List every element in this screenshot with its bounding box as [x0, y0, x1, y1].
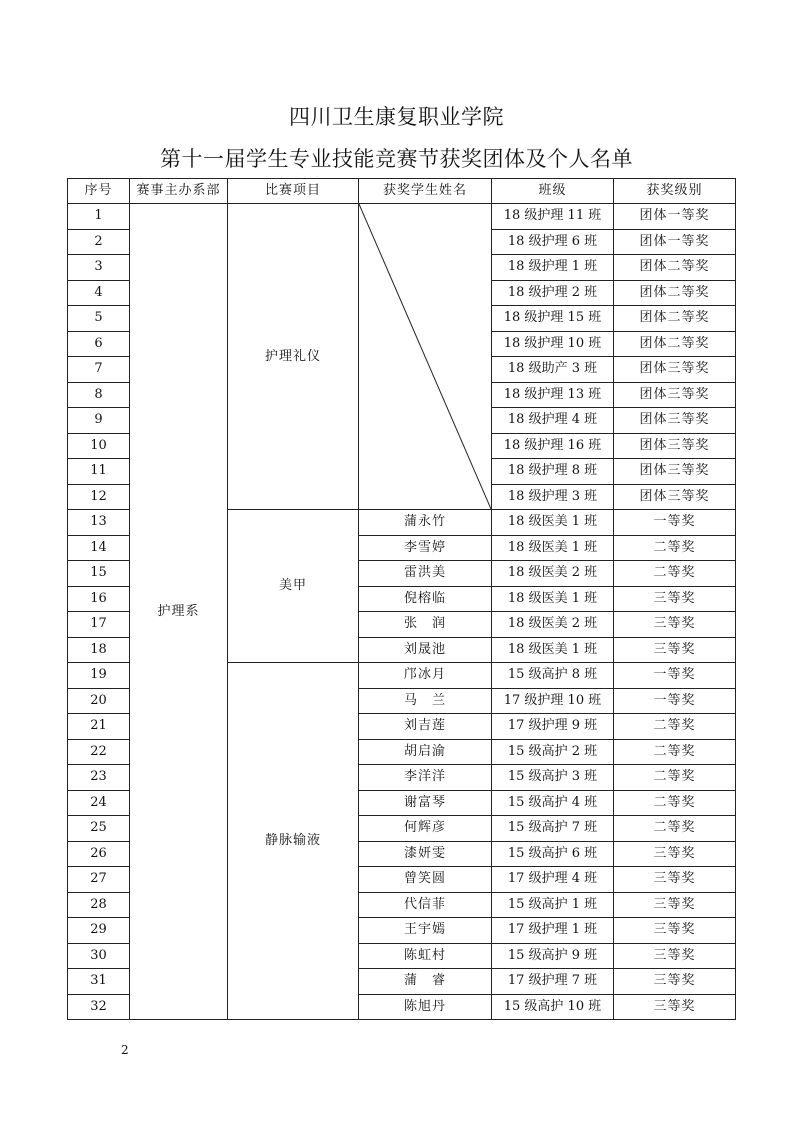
- row-number: 11: [68, 459, 130, 485]
- class-name: 18 级医美 1 班: [492, 535, 614, 561]
- class-name: 15 级高护 2 班: [492, 739, 614, 765]
- award-level: 团体一等奖: [614, 229, 736, 255]
- award-level: 团体二等奖: [614, 331, 736, 357]
- diagonal-slash: [359, 204, 491, 509]
- class-name: 18 级护理 2 班: [492, 280, 614, 306]
- row-number: 17: [68, 612, 130, 638]
- award-level: 三等奖: [614, 943, 736, 969]
- row-number: 30: [68, 943, 130, 969]
- award-level: 二等奖: [614, 765, 736, 791]
- class-name: 17 级护理 7 班: [492, 969, 614, 995]
- student-name: 蒲 睿: [359, 969, 492, 995]
- row-number: 7: [68, 357, 130, 383]
- row-number: 26: [68, 841, 130, 867]
- award-level: 三等奖: [614, 892, 736, 918]
- row-number: 13: [68, 510, 130, 536]
- award-table: [67, 178, 736, 1020]
- class-name: 18 级医美 1 班: [492, 637, 614, 663]
- award-level: 三等奖: [614, 969, 736, 995]
- student-name: 胡启渝: [359, 739, 492, 765]
- class-name: 18 级护理 6 班: [492, 229, 614, 255]
- row-number: 23: [68, 765, 130, 791]
- class-name: 18 级医美 1 班: [492, 510, 614, 536]
- class-name: 17 级护理 4 班: [492, 867, 614, 893]
- award-level: 二等奖: [614, 739, 736, 765]
- award-level: 团体三等奖: [614, 484, 736, 510]
- award-level: 团体二等奖: [614, 255, 736, 281]
- row-number: 1: [68, 204, 130, 230]
- row-number: 22: [68, 739, 130, 765]
- row-number: 3: [68, 255, 130, 281]
- header-award: 获奖级别: [614, 179, 736, 204]
- award-level: 一等奖: [614, 510, 736, 536]
- table-row: [68, 204, 736, 230]
- class-name: 15 级高护 3 班: [492, 765, 614, 791]
- row-number: 2: [68, 229, 130, 255]
- class-name: 15 级高护 4 班: [492, 790, 614, 816]
- row-number: 14: [68, 535, 130, 561]
- class-name: 18 级医美 1 班: [492, 586, 614, 612]
- student-name: 马 兰: [359, 688, 492, 714]
- student-name: 王宇嫣: [359, 918, 492, 944]
- class-name: 18 级医美 2 班: [492, 612, 614, 638]
- row-number: 25: [68, 816, 130, 842]
- award-level: 三等奖: [614, 612, 736, 638]
- header-class: 班级: [492, 179, 614, 204]
- award-level: 一等奖: [614, 663, 736, 689]
- row-number: 16: [68, 586, 130, 612]
- award-level: 三等奖: [614, 586, 736, 612]
- award-level: 三等奖: [614, 637, 736, 663]
- student-name: 邝冰月: [359, 663, 492, 689]
- row-number: 24: [68, 790, 130, 816]
- page-number: 2: [121, 1043, 129, 1057]
- student-name: 李洋洋: [359, 765, 492, 791]
- header-no: 序号: [68, 179, 130, 204]
- award-level: 三等奖: [614, 918, 736, 944]
- row-number: 8: [68, 382, 130, 408]
- class-name: 18 级护理 15 班: [492, 306, 614, 332]
- student-name: 雷洪美: [359, 561, 492, 587]
- class-name: 15 级高护 7 班: [492, 816, 614, 842]
- team-name-blank-cell: [359, 204, 492, 510]
- student-name: 李雪婷: [359, 535, 492, 561]
- row-number: 19: [68, 663, 130, 689]
- student-name: 刘吉莲: [359, 714, 492, 740]
- student-name: 何辉彦: [359, 816, 492, 842]
- class-name: 15 级高护 8 班: [492, 663, 614, 689]
- award-level: 一等奖: [614, 688, 736, 714]
- department-cell: 护理系: [130, 204, 228, 1020]
- class-name: 15 级高护 9 班: [492, 943, 614, 969]
- award-level: 团体二等奖: [614, 280, 736, 306]
- row-number: 20: [68, 688, 130, 714]
- row-number: 9: [68, 408, 130, 434]
- student-name: 陈虹村: [359, 943, 492, 969]
- header-event: 比赛项目: [228, 179, 359, 204]
- class-name: 18 级护理 11 班: [492, 204, 614, 230]
- award-level: 团体二等奖: [614, 306, 736, 332]
- row-number: 32: [68, 994, 130, 1020]
- student-name: 张 润: [359, 612, 492, 638]
- student-name: 漆妍雯: [359, 841, 492, 867]
- class-name: 18 级护理 4 班: [492, 408, 614, 434]
- table-header-row: [68, 179, 736, 204]
- row-number: 21: [68, 714, 130, 740]
- award-level: 三等奖: [614, 841, 736, 867]
- row-number: 5: [68, 306, 130, 332]
- award-level: 二等奖: [614, 714, 736, 740]
- class-name: 18 级医美 2 班: [492, 561, 614, 587]
- class-name: 18 级助产 3 班: [492, 357, 614, 383]
- row-number: 6: [68, 331, 130, 357]
- class-name: 18 级护理 13 班: [492, 382, 614, 408]
- class-name: 17 级护理 10 班: [492, 688, 614, 714]
- event-cell-iv: 静脉输液: [228, 663, 359, 1020]
- class-name: 17 级护理 1 班: [492, 918, 614, 944]
- student-name: 陈旭丹: [359, 994, 492, 1020]
- class-name: 18 级护理 3 班: [492, 484, 614, 510]
- header-name: 获奖学生姓名: [359, 179, 492, 204]
- row-number: 15: [68, 561, 130, 587]
- student-name: 谢富琴: [359, 790, 492, 816]
- row-number: 4: [68, 280, 130, 306]
- award-level: 二等奖: [614, 790, 736, 816]
- row-number: 31: [68, 969, 130, 995]
- award-level: 团体三等奖: [614, 433, 736, 459]
- row-number: 12: [68, 484, 130, 510]
- row-number: 18: [68, 637, 130, 663]
- student-name: 代信菲: [359, 892, 492, 918]
- header-dept: 赛事主办系部: [130, 179, 228, 204]
- award-level: 二等奖: [614, 561, 736, 587]
- row-number: 28: [68, 892, 130, 918]
- document-title: 四川卫生康复职业学院: [289, 105, 504, 129]
- class-name: 15 级高护 1 班: [492, 892, 614, 918]
- class-name: 18 级护理 10 班: [492, 331, 614, 357]
- student-name: 蒲永竹: [359, 510, 492, 536]
- award-level: 团体三等奖: [614, 459, 736, 485]
- award-level: 二等奖: [614, 816, 736, 842]
- row-number: 27: [68, 867, 130, 893]
- event-cell-nail: 美甲: [228, 510, 359, 663]
- award-level: 团体一等奖: [614, 204, 736, 230]
- class-name: 18 级护理 1 班: [492, 255, 614, 281]
- award-level: 三等奖: [614, 867, 736, 893]
- class-name: 18 级护理 8 班: [492, 459, 614, 485]
- row-number: 10: [68, 433, 130, 459]
- award-level: 二等奖: [614, 535, 736, 561]
- class-name: 15 级高护 10 班: [492, 994, 614, 1020]
- award-level: 团体三等奖: [614, 408, 736, 434]
- award-level: 团体三等奖: [614, 382, 736, 408]
- class-name: 18 级护理 16 班: [492, 433, 614, 459]
- award-level: 三等奖: [614, 994, 736, 1020]
- student-name: 倪榕临: [359, 586, 492, 612]
- student-name: 曾笑圆: [359, 867, 492, 893]
- event-cell-etiquette: 护理礼仪: [228, 204, 359, 510]
- award-level: 团体三等奖: [614, 357, 736, 383]
- class-name: 15 级高护 6 班: [492, 841, 614, 867]
- student-name: 刘晟池: [359, 637, 492, 663]
- document-subtitle: 第十一届学生专业技能竞赛节获奖团体及个人名单: [160, 147, 633, 171]
- class-name: 17 级护理 9 班: [492, 714, 614, 740]
- row-number: 29: [68, 918, 130, 944]
